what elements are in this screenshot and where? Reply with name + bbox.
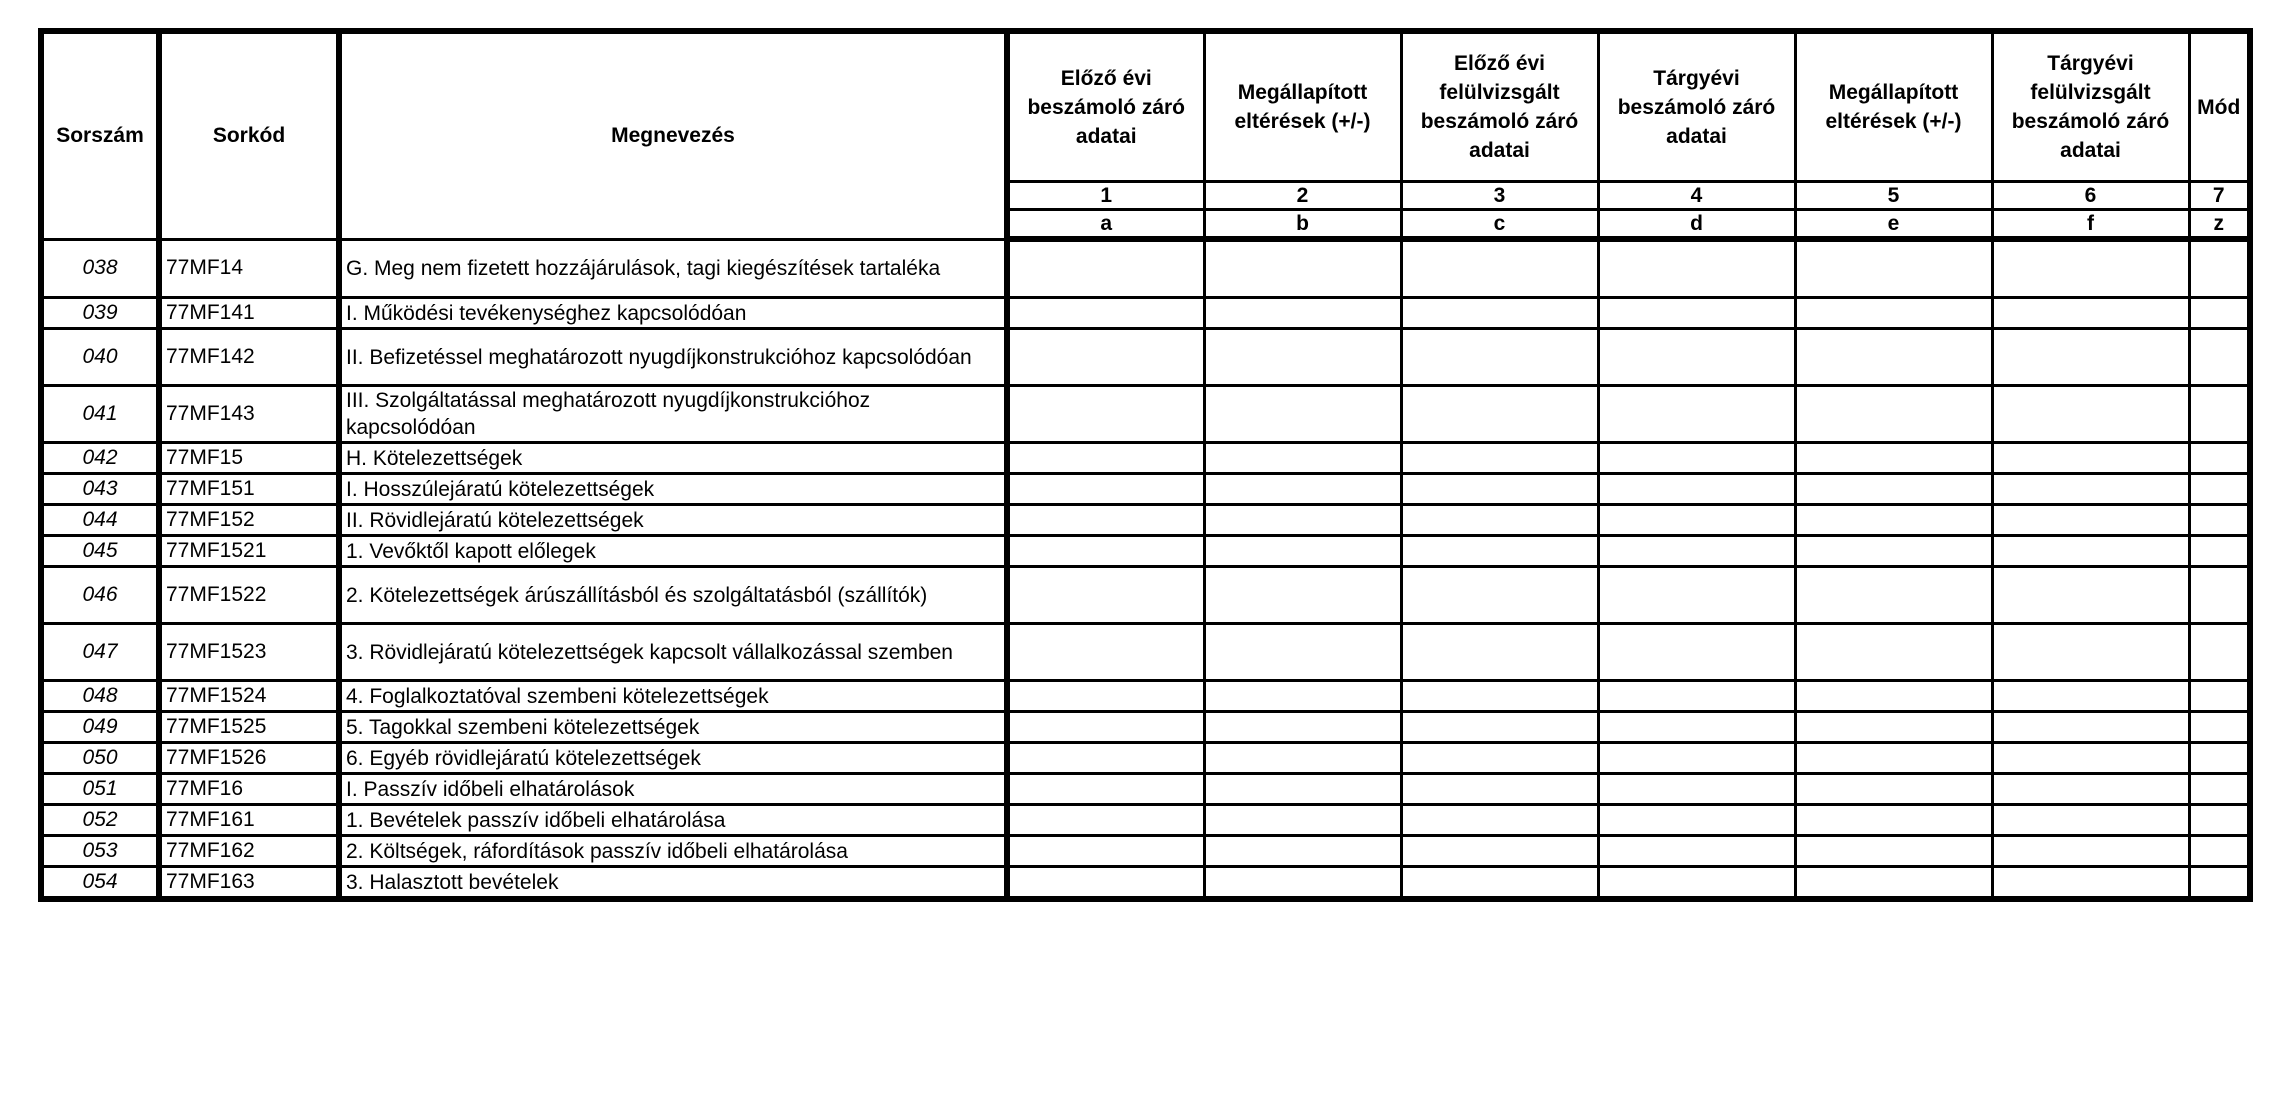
value-cell-col-3[interactable] (1401, 836, 1598, 867)
value-cell-col-5[interactable] (1795, 298, 1992, 329)
value-cell-col-7[interactable] (2189, 774, 2250, 805)
col-letter: c (1401, 210, 1598, 240)
row-number: 042 (41, 443, 159, 474)
value-cell-col-7[interactable] (2189, 867, 2250, 900)
value-cell-col-5[interactable] (1795, 536, 1992, 567)
value-cell-col-6[interactable] (1992, 536, 2189, 567)
value-cell-col-6[interactable] (1992, 712, 2189, 743)
value-cell-col-1[interactable] (1007, 239, 1204, 298)
row-name: 2. Kötelezettségek árúszállításból és szolgáltatásból (szállítók) (339, 567, 1007, 624)
row-code: 77MF16 (159, 774, 339, 805)
row-number: 046 (41, 567, 159, 624)
value-cell-col-5[interactable] (1795, 505, 1992, 536)
value-cell-col-7[interactable] (2189, 712, 2250, 743)
value-cell-col-1[interactable] (1007, 805, 1204, 836)
value-cell-col-7[interactable] (2189, 681, 2250, 712)
table-row (41, 774, 2250, 805)
row-code: 77MF141 (159, 298, 339, 329)
value-cell-col-7[interactable] (2189, 567, 2250, 624)
value-cell-col-4[interactable] (1598, 743, 1795, 774)
value-cell-col-4[interactable] (1598, 774, 1795, 805)
value-cell-col-2[interactable] (1204, 505, 1401, 536)
row-number: 049 (41, 712, 159, 743)
row-code: 77MF163 (159, 867, 339, 900)
row-code: 77MF143 (159, 386, 339, 443)
table-row (41, 298, 2250, 329)
value-cell-col-3[interactable] (1401, 536, 1598, 567)
table-row (41, 329, 2250, 386)
value-cell-col-3[interactable] (1401, 624, 1598, 681)
value-cell-col-2[interactable] (1204, 805, 1401, 836)
row-code: 77MF1524 (159, 681, 339, 712)
value-cell-col-4[interactable] (1598, 505, 1795, 536)
row-name: 2. Költségek, ráfordítások passzív időbeli elhatárolása (339, 836, 1007, 867)
value-cell-col-1[interactable] (1007, 624, 1204, 681)
value-cell-col-4[interactable] (1598, 443, 1795, 474)
header-col-4: Tárgyévi beszámoló záró adatai (1598, 31, 1795, 182)
value-cell-col-2[interactable] (1204, 681, 1401, 712)
value-cell-col-1[interactable] (1007, 836, 1204, 867)
row-name: 1. Bevételek passzív időbeli elhatárolása (339, 805, 1007, 836)
row-code: 77MF1525 (159, 712, 339, 743)
table-body (41, 239, 2250, 899)
header-col-3: Előző évi felülvizsgált beszámoló záró adatai (1401, 31, 1598, 182)
value-cell-col-6[interactable] (1992, 474, 2189, 505)
value-cell-col-4[interactable] (1598, 624, 1795, 681)
value-cell-col-6[interactable] (1992, 743, 2189, 774)
value-cell-col-4[interactable] (1598, 867, 1795, 900)
row-number: 054 (41, 867, 159, 900)
header-sorszam: Sorszám (41, 31, 159, 239)
row-name: I. Passzív időbeli elhatárolások (339, 774, 1007, 805)
header-col-5: Megállapított eltérések (+/-) (1795, 31, 1992, 182)
value-cell-col-4[interactable] (1598, 836, 1795, 867)
value-cell-col-4[interactable] (1598, 329, 1795, 386)
value-cell-col-6[interactable] (1992, 681, 2189, 712)
row-code: 77MF152 (159, 505, 339, 536)
table-row (41, 239, 2250, 298)
value-cell-col-4[interactable] (1598, 386, 1795, 443)
value-cell-col-7[interactable] (2189, 443, 2250, 474)
col-letter: a (1007, 210, 1204, 240)
value-cell-col-5[interactable] (1795, 474, 1992, 505)
table-row (41, 536, 2250, 567)
value-cell-col-6[interactable] (1992, 624, 2189, 681)
value-cell-col-7[interactable] (2189, 624, 2250, 681)
value-cell-col-5[interactable] (1795, 805, 1992, 836)
value-cell-col-3[interactable] (1401, 443, 1598, 474)
row-name: II. Befizetéssel meghatározott nyugdíjkonstrukcióhoz kapcsolódóan (339, 329, 1007, 386)
value-cell-col-5[interactable] (1795, 386, 1992, 443)
col-letter: f (1992, 210, 2189, 240)
value-cell-col-3[interactable] (1401, 805, 1598, 836)
row-number: 044 (41, 505, 159, 536)
row-code: 77MF151 (159, 474, 339, 505)
value-cell-col-2[interactable] (1204, 239, 1401, 298)
value-cell-col-5[interactable] (1795, 443, 1992, 474)
col-number: 7 (2189, 182, 2250, 210)
value-cell-col-3[interactable] (1401, 712, 1598, 743)
value-cell-col-4[interactable] (1598, 567, 1795, 624)
value-cell-col-7[interactable] (2189, 505, 2250, 536)
row-code: 77MF162 (159, 836, 339, 867)
row-name: 1. Vevőktől kapott előlegek (339, 536, 1007, 567)
col-number: 4 (1598, 182, 1795, 210)
row-code: 77MF1526 (159, 743, 339, 774)
row-number: 053 (41, 836, 159, 867)
value-cell-col-3[interactable] (1401, 474, 1598, 505)
row-number: 050 (41, 743, 159, 774)
value-cell-col-7[interactable] (2189, 386, 2250, 443)
value-cell-col-7[interactable] (2189, 536, 2250, 567)
value-cell-col-2[interactable] (1204, 298, 1401, 329)
value-cell-col-5[interactable] (1795, 836, 1992, 867)
value-cell-col-5[interactable] (1795, 774, 1992, 805)
value-cell-col-7[interactable] (2189, 743, 2250, 774)
value-cell-col-1[interactable] (1007, 298, 1204, 329)
value-cell-col-6[interactable] (1992, 805, 2189, 836)
col-letter: d (1598, 210, 1795, 240)
row-name: G. Meg nem fizetett hozzájárulások, tagi kiegészítések tartaléka (339, 239, 1007, 298)
col-letter: z (2189, 210, 2250, 240)
value-cell-col-2[interactable] (1204, 867, 1401, 900)
value-cell-col-3[interactable] (1401, 681, 1598, 712)
value-cell-col-6[interactable] (1992, 867, 2189, 900)
value-cell-col-4[interactable] (1598, 712, 1795, 743)
value-cell-col-1[interactable] (1007, 743, 1204, 774)
row-number: 045 (41, 536, 159, 567)
table-row (41, 743, 2250, 774)
value-cell-col-1[interactable] (1007, 774, 1204, 805)
value-cell-col-3[interactable] (1401, 743, 1598, 774)
row-code: 77MF1521 (159, 536, 339, 567)
value-cell-col-1[interactable] (1007, 386, 1204, 443)
row-name: 3. Halasztott bevételek (339, 867, 1007, 900)
value-cell-col-5[interactable] (1795, 624, 1992, 681)
value-cell-col-2[interactable] (1204, 474, 1401, 505)
table-row (41, 867, 2250, 900)
value-cell-col-3[interactable] (1401, 505, 1598, 536)
row-code: 77MF161 (159, 805, 339, 836)
value-cell-col-6[interactable] (1992, 239, 2189, 298)
header-col-7: Mód (2189, 31, 2250, 182)
value-cell-col-4[interactable] (1598, 298, 1795, 329)
value-cell-col-3[interactable] (1401, 329, 1598, 386)
value-cell-col-7[interactable] (2189, 298, 2250, 329)
row-name: 3. Rövidlejáratú kötelezettségek kapcsolt vállalkozással szemben (339, 624, 1007, 681)
value-cell-col-2[interactable] (1204, 443, 1401, 474)
row-number: 047 (41, 624, 159, 681)
value-cell-col-3[interactable] (1401, 386, 1598, 443)
row-name: I. Működési tevékenységhez kapcsolódóan (339, 298, 1007, 329)
value-cell-col-7[interactable] (2189, 836, 2250, 867)
col-number: 6 (1992, 182, 2189, 210)
row-number: 043 (41, 474, 159, 505)
header-col-2: Megállapított eltérések (+/-) (1204, 31, 1401, 182)
value-cell-col-7[interactable] (2189, 329, 2250, 386)
value-cell-col-5[interactable] (1795, 867, 1992, 900)
value-cell-col-1[interactable] (1007, 474, 1204, 505)
header-col-6: Tárgyévi felülvizsgált beszámoló záró adatai (1992, 31, 2189, 182)
value-cell-col-6[interactable] (1992, 298, 2189, 329)
table-row (41, 624, 2250, 681)
row-code: 77MF1523 (159, 624, 339, 681)
row-code: 77MF142 (159, 329, 339, 386)
header-col-1: Előző évi beszámoló záró adatai (1007, 31, 1204, 182)
table-row (41, 474, 2250, 505)
value-cell-col-1[interactable] (1007, 536, 1204, 567)
value-cell-col-5[interactable] (1795, 329, 1992, 386)
value-cell-col-1[interactable] (1007, 681, 1204, 712)
table-row (41, 836, 2250, 867)
value-cell-col-4[interactable] (1598, 805, 1795, 836)
value-cell-col-2[interactable] (1204, 386, 1401, 443)
value-cell-col-6[interactable] (1992, 505, 2189, 536)
value-cell-col-6[interactable] (1992, 443, 2189, 474)
row-code: 77MF15 (159, 443, 339, 474)
value-cell-col-6[interactable] (1992, 836, 2189, 867)
row-number: 038 (41, 239, 159, 298)
value-cell-col-6[interactable] (1992, 774, 2189, 805)
row-code: 77MF1522 (159, 567, 339, 624)
value-cell-col-3[interactable] (1401, 867, 1598, 900)
value-cell-col-7[interactable] (2189, 474, 2250, 505)
header-sorkod: Sorkód (159, 31, 339, 239)
col-number: 3 (1401, 182, 1598, 210)
row-name: III. Szolgáltatással meghatározott nyugdíjkonstrukcióhoz kapcsolódóan (339, 386, 1007, 443)
table-row (41, 443, 2250, 474)
value-cell-col-2[interactable] (1204, 624, 1401, 681)
value-cell-col-1[interactable] (1007, 712, 1204, 743)
value-cell-col-3[interactable] (1401, 298, 1598, 329)
row-number: 052 (41, 805, 159, 836)
row-name: I. Hosszúlejáratú kötelezettségek (339, 474, 1007, 505)
value-cell-col-3[interactable] (1401, 239, 1598, 298)
header-megnevezes: Megnevezés (339, 31, 1007, 239)
row-number: 041 (41, 386, 159, 443)
table-row (41, 681, 2250, 712)
value-cell-col-7[interactable] (2189, 805, 2250, 836)
value-cell-col-1[interactable] (1007, 443, 1204, 474)
value-cell-col-3[interactable] (1401, 774, 1598, 805)
value-cell-col-6[interactable] (1992, 567, 2189, 624)
table-row (41, 386, 2250, 443)
value-cell-col-4[interactable] (1598, 239, 1795, 298)
header-row (41, 31, 2250, 182)
value-cell-col-2[interactable] (1204, 567, 1401, 624)
row-number: 051 (41, 774, 159, 805)
value-cell-col-6[interactable] (1992, 329, 2189, 386)
value-cell-col-2[interactable] (1204, 536, 1401, 567)
row-name: 4. Foglalkoztatóval szembeni kötelezettségek (339, 681, 1007, 712)
col-number: 2 (1204, 182, 1401, 210)
value-cell-col-7[interactable] (2189, 239, 2250, 298)
value-cell-col-1[interactable] (1007, 329, 1204, 386)
value-cell-col-4[interactable] (1598, 474, 1795, 505)
row-number: 040 (41, 329, 159, 386)
table-row (41, 505, 2250, 536)
value-cell-col-5[interactable] (1795, 712, 1992, 743)
row-name: 6. Egyéb rövidlejáratú kötelezettségek (339, 743, 1007, 774)
value-cell-col-4[interactable] (1598, 681, 1795, 712)
value-cell-col-1[interactable] (1007, 505, 1204, 536)
value-cell-col-2[interactable] (1204, 712, 1401, 743)
row-name: H. Kötelezettségek (339, 443, 1007, 474)
table-row (41, 805, 2250, 836)
value-cell-col-5[interactable] (1795, 743, 1992, 774)
value-cell-col-6[interactable] (1992, 386, 2189, 443)
value-cell-col-3[interactable] (1401, 567, 1598, 624)
col-letter: b (1204, 210, 1401, 240)
row-number: 048 (41, 681, 159, 712)
value-cell-col-2[interactable] (1204, 329, 1401, 386)
row-name: II. Rövidlejáratú kötelezettségek (339, 505, 1007, 536)
value-cell-col-5[interactable] (1795, 567, 1992, 624)
table-row (41, 567, 2250, 624)
value-cell-col-1[interactable] (1007, 567, 1204, 624)
value-cell-col-5[interactable] (1795, 239, 1992, 298)
table-row (41, 712, 2250, 743)
row-name: 5. Tagokkal szembeni kötelezettségek (339, 712, 1007, 743)
balance-sheet-table (38, 28, 2253, 902)
col-number: 1 (1007, 182, 1204, 210)
row-code: 77MF14 (159, 239, 339, 298)
value-cell-col-1[interactable] (1007, 867, 1204, 900)
col-number: 5 (1795, 182, 1992, 210)
value-cell-col-5[interactable] (1795, 681, 1992, 712)
row-number: 039 (41, 298, 159, 329)
value-cell-col-2[interactable] (1204, 774, 1401, 805)
value-cell-col-2[interactable] (1204, 743, 1401, 774)
value-cell-col-4[interactable] (1598, 536, 1795, 567)
col-letter: e (1795, 210, 1992, 240)
value-cell-col-2[interactable] (1204, 836, 1401, 867)
